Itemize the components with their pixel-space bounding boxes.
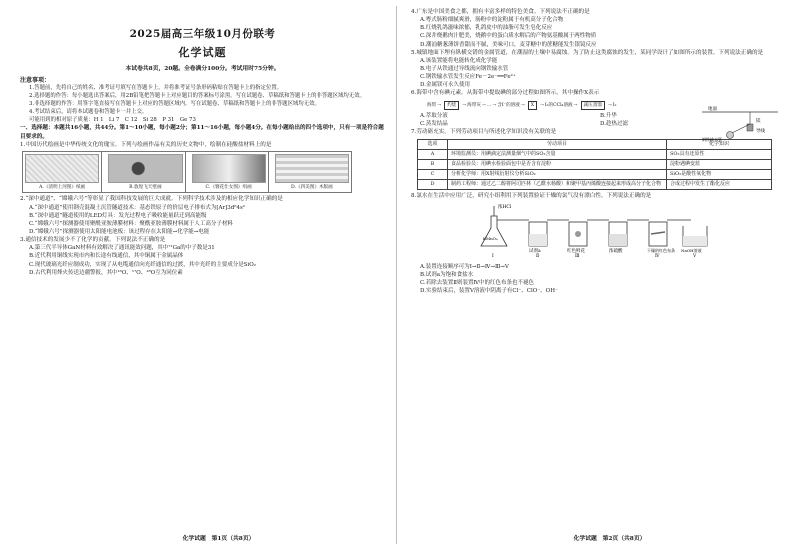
q5-options bbox=[411, 57, 780, 89]
label-red-flower: 红色鲜花 bbox=[567, 248, 585, 254]
q5-option-a: A.该装置能将电能转化成化学能 bbox=[420, 57, 498, 64]
table-row bbox=[418, 169, 772, 179]
q4-option-c: C.深井烧鹅肉汁肥美，烧鹅中的蛋白质水解后的产物氨基酸属于两性物质 bbox=[420, 33, 597, 40]
cell-knowledge: SO₂具有还原性 bbox=[667, 149, 772, 159]
label-reagent-a: 试剂a bbox=[529, 248, 541, 254]
label-dry-cloth: 干燥的红色布条 bbox=[647, 247, 675, 253]
arrow-icon: → bbox=[481, 102, 486, 108]
q4-option-b: B.红烧乳鸽滋味浓郁，乳鸽皮中的油脂可发生皂化反应 bbox=[420, 25, 553, 32]
question-1-stem: 1.中国历代绘画是中华传统文化的瑰宝。下列与绘画作品有关的历史文物中，绘制在硅酸盐材料上的是 bbox=[20, 142, 272, 149]
cell-option: B bbox=[418, 159, 448, 169]
image-option-b bbox=[106, 152, 185, 192]
image-option-a bbox=[23, 152, 102, 192]
table-row bbox=[418, 149, 772, 159]
q4-option-a: A.粤式肠粉细腻爽滑，肠粉中的淀粉属于有机高分子化合物 bbox=[420, 17, 564, 24]
cell-option: D bbox=[418, 179, 448, 189]
label-naoh: NaOH溶液 bbox=[681, 247, 702, 253]
image-caption: C.《簪花仕女图》绢画 bbox=[205, 185, 252, 191]
question-7-stem: 7.劳动砺充实。下列劳动项目与所述化学知识没有关联的是 bbox=[411, 129, 557, 136]
q8-option-b: B.试剂a为饱和食盐水 bbox=[420, 272, 474, 279]
flow-kelp: 海带 bbox=[427, 103, 437, 109]
q3-option-a: A.第三代半导体GaN材料有效解决了通讯能效问题，其中⁷¹Ga的中子数是31 bbox=[29, 245, 215, 252]
cell-knowledge: SiO₂是酸性氧化物 bbox=[667, 169, 772, 179]
label-kmno4: KMnO₄ bbox=[483, 235, 498, 241]
question-1-images bbox=[22, 151, 352, 193]
header-option: 选项 bbox=[418, 139, 448, 149]
question-2-stem: 2.“深中通道”、“嫦娥六号”等彰显了我国科技发展的巨大成就。下列科学技术涉及的相应化学知识正确的是 bbox=[20, 196, 283, 203]
image-option-d bbox=[273, 152, 351, 192]
q8-option-c: C.若除去装置Ⅱ则装置Ⅳ中的红色布条也不褪色 bbox=[420, 280, 534, 287]
table-row bbox=[418, 179, 772, 189]
exam-meta: 本试卷共8页，20题。全卷满分100分。考试用时75分钟。 bbox=[125, 66, 280, 72]
image-caption: B.敦煌飞天壁画 bbox=[129, 185, 162, 191]
q6-option-d: D.趁热过滤 bbox=[600, 121, 628, 128]
note-3: 3.非选择题的作答：用签字笔直接写在答题卡上对应的答题区域内。写在试题卷、草稿纸和答题卡上的非答题区域均无效。 bbox=[29, 101, 320, 108]
label-i: Ⅰ bbox=[492, 253, 494, 258]
arrow-icon: → bbox=[540, 102, 544, 108]
fig-label-magnesium: 镁 bbox=[756, 119, 761, 124]
cell-project: 环境监测员：用碘滴定法测量烟气中的SO₂含量 bbox=[448, 149, 667, 159]
corrosion-protection-figure bbox=[700, 102, 780, 142]
woodblock-image bbox=[275, 154, 349, 183]
label-iv: Ⅳ bbox=[655, 253, 660, 258]
question-8-stem: 8.氯水在生活中应用广泛，研究小组利用下列装置验证干燥的氯气没有漂白性。下列说法正确的是 bbox=[411, 192, 652, 199]
chlorine-apparatus-figure bbox=[471, 202, 731, 258]
page-footer: 化学试题 第1页（共8页） bbox=[182, 536, 255, 542]
q2-option-a: A.“深中通道”使用钢壳混凝土沉管隧道技术：基态铁原子的价层电子排布式为[Ar]3d⁶4s² bbox=[29, 204, 245, 211]
flow-distill: 减压蒸馏 bbox=[581, 101, 605, 111]
q3-option-b: B.近代利用铜线实现市内和长途有线通信，其中铜属于金属晶体 bbox=[29, 253, 184, 260]
exam-title: 2025届高三年级10月份联考 bbox=[129, 28, 276, 40]
image-caption: A.《清明上河图》纸画 bbox=[39, 185, 86, 191]
label-conc-hcl: 浓HCl bbox=[498, 204, 512, 210]
cell-option: C bbox=[418, 169, 448, 179]
header-labor-project: 劳动项目 bbox=[448, 139, 667, 149]
fig-label-ground: 地面 bbox=[708, 107, 717, 112]
cell-project: 分析化学师：用X射线衍射仪分析SiO₂ bbox=[448, 169, 667, 179]
image-caption: D.《四美图》木版画 bbox=[291, 185, 333, 191]
q6-option-a: A.萃取分液 bbox=[420, 113, 448, 120]
subject-title: 化学试题 bbox=[178, 46, 227, 59]
question-5-stem: 5.城镇地面下埋有纵横交错的金属管道，在潮湿的土壤中易腐蚀。为了防止这类腐蚀的发生，某同学设计了如图所示的装置。下列说法正确的是 bbox=[411, 49, 764, 56]
q8-option-a: A.装置连接顺序可为Ⅰ→Ⅱ→Ⅳ→Ⅲ→Ⅴ bbox=[420, 263, 509, 270]
atomic-masses: 可能用到的相对原子质量：H 1 Li 7 C 12 Si 28 P 31 Ge 73 bbox=[29, 117, 196, 124]
question-3-stem: 3.通信技术的发展少不了化学的贡献。下列说法不正确的是 bbox=[20, 237, 166, 244]
q5-option-c: C.钢铁输水管发生反应Fe－2e⁻══Fe²⁺ bbox=[420, 74, 516, 81]
table-row bbox=[418, 159, 772, 169]
q6-option-c: C.蒸发结晶 bbox=[420, 121, 448, 128]
flow-iodine: I₂ bbox=[612, 102, 617, 108]
flow-operation-x: X bbox=[528, 101, 537, 111]
question-4-stem: 4.广东是中国美食之都，拥有丰富多样的特色美食。下列说法不正确的是 bbox=[411, 9, 590, 15]
arrow-icon: → bbox=[607, 102, 612, 108]
fig-label-wire: 导线 bbox=[756, 129, 765, 134]
flow-iodide-solution: 含I⁻的溶液 bbox=[497, 103, 520, 109]
q2-option-d: D.“嫦娥六号”探测器使用太阳能电池板：该过程存在太阳能→化学能→电能 bbox=[29, 228, 210, 235]
label-ii: Ⅱ bbox=[536, 253, 540, 258]
q2-option-c: C.“嫦娥六号”探测器使用聚酰亚胺薄膜材料：聚酰亚胺薄膜材料属于人工高分子材料 bbox=[29, 220, 233, 227]
q4-option-d: D.潮汕糖葱薄饼香甜而不腻，美味可口，麦芽糖中的蔗糖能发生银镜反应 bbox=[420, 41, 597, 48]
q5-option-b: B.电子从铁通过导线流向钢铁输水管 bbox=[420, 66, 509, 73]
page-2 bbox=[397, 0, 794, 551]
header-chem-knowledge: 化学知识 bbox=[667, 139, 772, 149]
cell-project: 食品检验员：用碘水检验面包中是否含有淀粉 bbox=[448, 159, 667, 169]
arrow-icon: → bbox=[573, 102, 578, 108]
section-1-heading: 一、选择题：本题共16小题，共44分。第1～10小题，每小题2分；第11～16小题，每小题4分。在每小题给出的四个选项中，只有一项是符合题目要求的。 bbox=[20, 125, 384, 140]
cell-knowledge: 合成过程中发生了酯化反应 bbox=[667, 179, 772, 189]
q7-table bbox=[417, 139, 772, 190]
q6-option-b: B.升华 bbox=[600, 113, 617, 120]
question-6-stem: 6.海带中含有碘元素。从海带中提取碘的部分过程如图所示，其中操作X表示 bbox=[411, 90, 600, 97]
label-v: Ⅴ bbox=[693, 253, 697, 258]
flow-iodine-ccl4: I₂的CCl₄溶液 bbox=[544, 103, 573, 109]
q8-option-d: D.实验结束后，装置Ⅴ溶液中阴离子有Cl⁻、ClO⁻、OH⁻ bbox=[420, 288, 558, 295]
note-1: 1.答题前，先将自己的姓名、准考证号填写在答题卡上，并将准考证号条形码粘贴在答题卡上的指定位置。 bbox=[29, 85, 283, 91]
label-iii: Ⅲ bbox=[575, 253, 580, 258]
note-2: 2.选择题的作答：每小题选出答案后，用2B铅笔把答题卡上对应题目的答案标号涂黑。写在试题卷、草稿纸和答题卡上的非答题区域均无效。 bbox=[29, 93, 365, 100]
label-conc-h2so4: 浓硫酸 bbox=[609, 248, 623, 254]
cell-knowledge: 淀粉遇碘变蓝 bbox=[667, 159, 772, 169]
page-footer: 化学试题 第2页（共8页） bbox=[573, 536, 646, 542]
mural-image bbox=[108, 154, 182, 183]
image-option-c bbox=[190, 152, 269, 192]
arrow-icon: → bbox=[520, 102, 525, 108]
arrow-icon: → bbox=[492, 102, 497, 108]
silk-painting-image bbox=[192, 154, 266, 183]
q2-option-b: B.“深中通道”隧道使用的LED灯具：发光过程电子吸收能量跃迁到高能级 bbox=[29, 212, 207, 219]
arrow-icon: → bbox=[437, 102, 442, 108]
notes-heading: 注意事项： bbox=[20, 77, 51, 84]
q5-option-d: D.金属镁可永久使用 bbox=[420, 82, 470, 89]
flow-ash: 海带灰 bbox=[467, 103, 481, 109]
painting-image bbox=[25, 154, 99, 183]
cell-option: A bbox=[418, 149, 448, 159]
arrow-icon: → bbox=[462, 102, 467, 108]
fig-label-pipe: 钢铁输水管 bbox=[702, 137, 722, 142]
flow-ellipsis: … bbox=[486, 102, 492, 108]
flow-burn: 灼烧 bbox=[444, 101, 459, 111]
note-4: 4.考试结束后，请将本试题卷和答题卡一并上交。 bbox=[29, 109, 148, 116]
q3-option-c: C.现代玻璃光纤应制成功，实现了从电缆通信向光纤通信的过渡，其中光纤的主要成分是SiO₂ bbox=[29, 261, 257, 268]
q3-option-d: D.古代利用烽火传送边疆警报，其中¹⁶O、¹⁷O、¹⁸O互为同位素 bbox=[29, 269, 183, 276]
cell-project: 制药工程师：通过乙二醇将阿司匹林（乙酰水杨酸）和聚甲基丙烯酸连接起来形成高分子化合物 bbox=[448, 179, 667, 189]
